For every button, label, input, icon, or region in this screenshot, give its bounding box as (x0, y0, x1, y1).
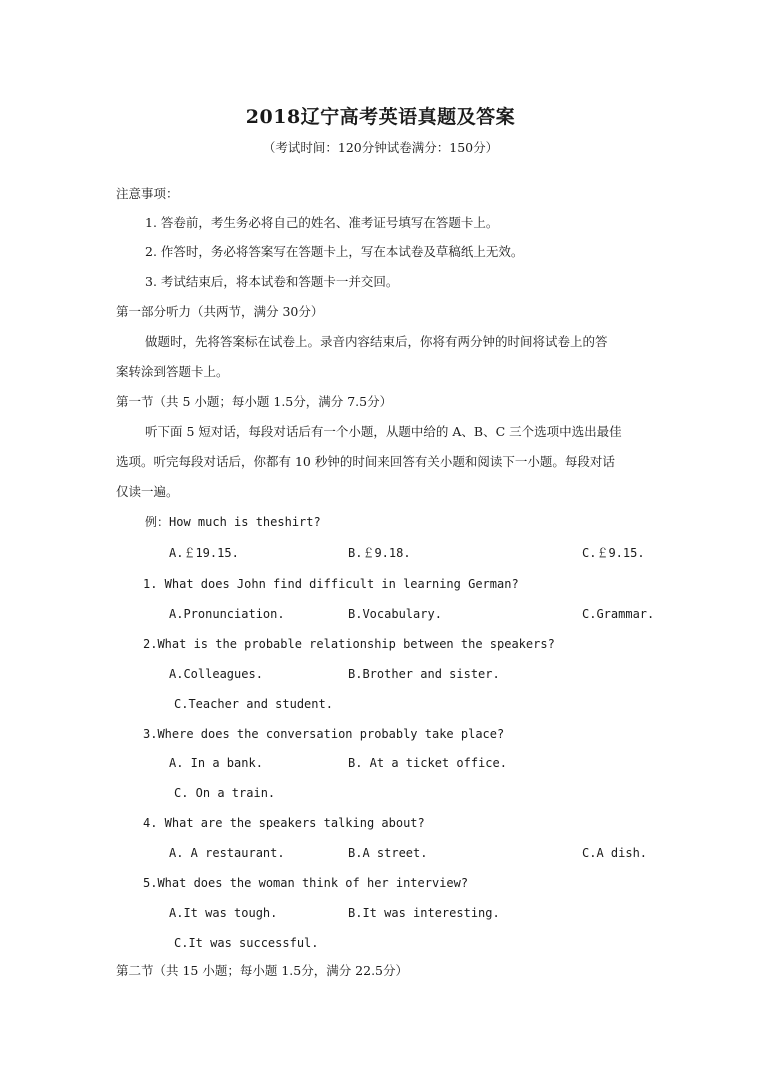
question-1-option-c: C.Grammar. (582, 607, 655, 621)
question-2: 2.What is the probable relationship between the speakers? (143, 637, 555, 651)
notice-heading: 注意事项： (116, 186, 179, 201)
part1-instruction-line1: 做题时，先将答案标在试卷上。录音内容结束后，你将有两分钟的时间将试卷上的答 (145, 334, 608, 349)
question-5-option-c: C.It was successful. (174, 936, 319, 950)
section2-heading: 第二节（共 15 小题；每小题 1.5分，满分 22.5分） (116, 963, 409, 978)
notice-item-2: 2. 作答时，务必将答案写在答题卡上，写在本试卷及草稿纸上无效。 (145, 244, 524, 259)
question-1-option-b: B.Vocabulary. (348, 607, 442, 621)
example-question: 例：How much is theshirt? (145, 515, 321, 529)
example-option-a: A.￡19.15. (169, 546, 239, 560)
notice-item-1: 1. 答卷前，考生务必将自己的姓名、准考证号填写在答题卡上。 (145, 215, 499, 230)
question-3-option-b: B. At a ticket office. (348, 756, 507, 770)
question-2-option-c: C.Teacher and student. (174, 697, 333, 711)
question-4: 4. What are the speakers talking about? (143, 816, 425, 830)
section1-heading: 第一节（共 5 小题；每小题 1.5分，满分 7.5分） (116, 394, 393, 409)
question-2-option-a: A.Colleagues. (169, 667, 263, 681)
notice-item-3: 3. 考试结束后，将本试卷和答题卡一并交回。 (145, 274, 399, 289)
question-1: 1. What does John find difficult in learning German? (143, 577, 519, 591)
question-5-option-b: B.It was interesting. (348, 906, 500, 920)
question-4-option-b: B.A street. (348, 846, 428, 860)
example-option-c: C.￡9.15. (582, 546, 645, 560)
question-4-option-a: A. A restaurant. (169, 846, 285, 860)
section1-instruction-line2: 选项。听完每段对话后，你都有 10 秒钟的时间来回答有关小题和阅读下一小题。每段对话 (116, 454, 615, 469)
question-3: 3.Where does the conversation probably take place? (143, 727, 505, 741)
document-title: 2018辽宁高考英语真题及答案 (245, 106, 516, 128)
part1-instruction-line2: 案转涂到答题卡上。 (116, 364, 229, 379)
question-4-option-c: C.A dish. (582, 846, 648, 860)
example-option-b: B.￡9.18. (348, 546, 411, 560)
question-5-option-a: A.It was tough. (169, 906, 278, 920)
question-5: 5.What does the woman think of her interview? (143, 876, 469, 890)
part1-heading: 第一部分听力（共两节，满分 30分） (116, 304, 324, 319)
question-2-option-b: B.Brother and sister. (348, 667, 500, 681)
section1-instruction-line1: 听下面 5 短对话，每段对话后有一个小题，从题中给的 A、B、C 三个选项中选出最佳 (145, 424, 622, 439)
question-3-option-c: C. On a train. (174, 786, 276, 800)
section1-instruction-line3: 仅读一遍。 (116, 484, 179, 499)
document-subtitle: （考试时间：120分钟试卷满分：150分） (262, 140, 499, 155)
question-3-option-a: A. In a bank. (169, 756, 263, 770)
question-1-option-a: A.Pronunciation. (169, 607, 285, 621)
